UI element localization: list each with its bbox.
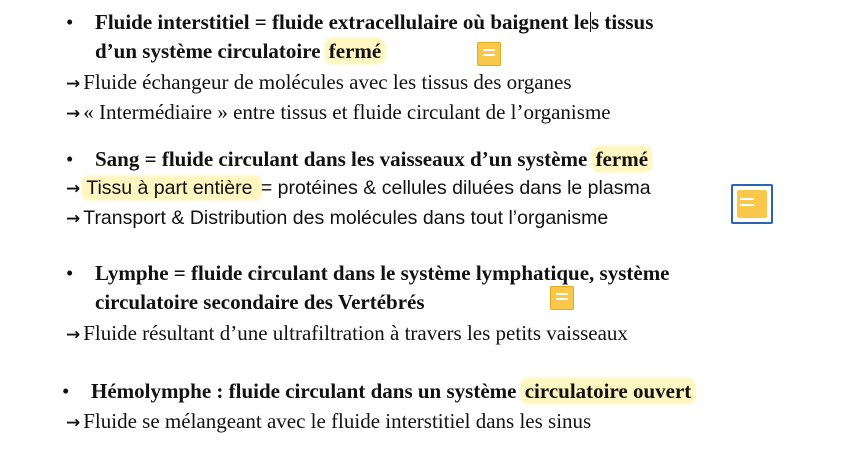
comment-icon[interactable] — [550, 286, 574, 310]
arrow-icon: → — [66, 179, 81, 199]
highlight-ferme[interactable]: fermé — [326, 39, 384, 63]
section1-title-line2-text: d’un système circulatoire — [95, 39, 326, 63]
section2-item2 — [66, 205, 608, 232]
section2-item1-text: = protéines & cellules diluées dans le plasma — [260, 177, 651, 199]
section1-item1 — [66, 69, 572, 97]
arrow-icon: → — [66, 74, 81, 94]
section4-item1 — [66, 408, 591, 436]
section1-title-pre: Fluide interstitiel = fluide extracellulaire où baignent le — [95, 10, 589, 34]
section2-item1 — [66, 175, 651, 202]
section1-item2-text: « Intermédiaire » entre tissus et fluide circulant de l’organisme — [83, 100, 611, 124]
section1-item2 — [66, 99, 611, 127]
bullet: • — [62, 379, 70, 403]
highlight-tissu[interactable]: Tissu à part entière — [83, 177, 261, 199]
section4-title — [91, 378, 694, 404]
section4-item1-text: Fluide se mélangeant avec le fluide interstitiel dans les sinus — [83, 409, 592, 433]
highlight-ferme-2[interactable]: fermé — [593, 147, 651, 171]
highlight-circulatoire-ouvert[interactable]: circulatoire ouvert — [522, 379, 695, 403]
arrow-icon: → — [66, 104, 81, 124]
section2-title-text: Sang = fluide circulant dans les vaisseaux d’un système — [95, 147, 593, 171]
comment-icon-selected[interactable] — [731, 184, 773, 224]
section1-title-line2 — [95, 38, 384, 64]
section2-title — [95, 146, 651, 172]
section3-item1 — [66, 320, 628, 348]
section1-title — [95, 9, 653, 35]
section4-title-text: Hémolymphe : fluide circulant dans un système — [91, 379, 522, 403]
section3-title: Lymphe = fluide circulant dans le système lymphatique, système — [95, 261, 670, 285]
section3-title-line2: circulatoire secondaire des Vertébrés — [95, 290, 425, 314]
bullet: • — [66, 261, 74, 285]
section3-item1-text: Fluide résultant d’une ultrafiltration à travers les petits vaisseaux — [83, 321, 628, 345]
arrow-icon: → — [66, 325, 81, 345]
arrow-icon: → — [66, 209, 81, 229]
section1-title-post: s tissus — [590, 10, 654, 34]
comment-icon[interactable] — [477, 42, 501, 66]
section2-item2-text: Transport & Distribution des molécules dans tout l’organisme — [83, 207, 609, 229]
bullet: • — [66, 10, 74, 34]
bullet: • — [66, 147, 74, 171]
arrow-icon: → — [66, 413, 81, 433]
section1-item1-text: Fluide échangeur de molécules avec les tissus des organes — [83, 70, 572, 94]
